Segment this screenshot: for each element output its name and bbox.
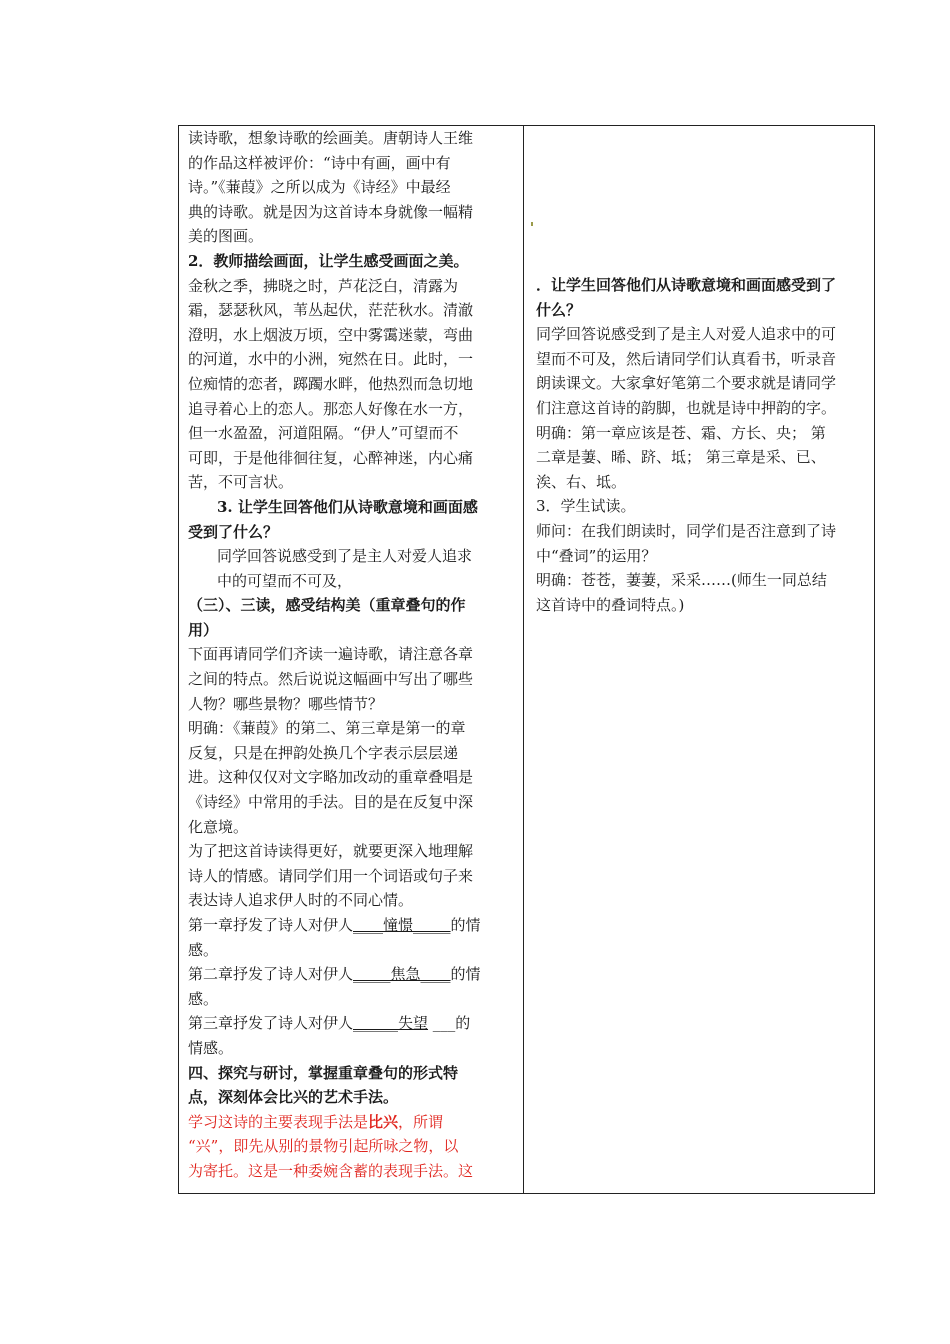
section4-heading: 四、探究与研讨，掌握重章叠句的形式特 (188, 1063, 459, 1082)
text-line: 朗读课文。大家拿好笔第二个要求就是请同学 (536, 374, 837, 393)
text-line: 进。这种仅仅对文字略加改动的重章叠唱是 (188, 768, 474, 787)
text-line: 反复，只是在押韵处换几个字表示层层递 (188, 743, 459, 762)
text-line: 《诗经》中常用的手法。目的是在反复中深 (188, 793, 474, 812)
left-column (188, 126, 518, 1184)
red-text-line (188, 1110, 518, 1135)
text-line: 的河道，水中的小洲，宛然在日。此时，一 (188, 350, 474, 369)
red-text-line: 为寄托。这是一种委婉含蓄的表现手法。这 (188, 1161, 474, 1180)
red-text: 学习这诗的主要表现手法是 (188, 1112, 369, 1131)
red-text: ，所谓 (398, 1112, 444, 1131)
section3-heading-cont: 用） (188, 620, 219, 639)
stray-mark (531, 222, 533, 226)
fill-answer: _____焦急____ (353, 965, 451, 984)
step2-heading: 2．教师描绘画面，让学生感受画面之美。 (188, 251, 469, 270)
text-line: 3．学生试读。 (536, 497, 636, 516)
text-line: 之间的特点。然后说说这幅画中写出了哪些 (188, 670, 474, 689)
right-column (536, 273, 871, 617)
column-divider (523, 126, 524, 1193)
text-line: 为了把这首诗读得更好，就要更深入地理解 (188, 842, 474, 861)
step3-heading: 3. 让学生回答他们从诗歌意境和画面感 (217, 497, 478, 516)
text-line: 但一水盈盈，河道阻隔。“伊人”可望而不 (188, 424, 459, 443)
text-line: 明确：《蒹葭》的第二、第三章是第一的章 (188, 719, 466, 738)
text-line: 明确：苍苍，萋萋，采采……(师生一同总结 (536, 571, 827, 590)
step2-paragraph (188, 274, 518, 495)
text-line: 追寻着心上的恋人。那恋人好像在水一方， (188, 399, 474, 418)
text-line: 二章是萋、晞、跻、坻； 第三章是采、已、 (536, 448, 826, 467)
fill-suffix: 的情 (450, 916, 481, 934)
step3-heading-cont: 受到了什么？ (188, 522, 279, 541)
text-line: 感。 (188, 989, 219, 1008)
fill-prefix: 第一章抒发了诗人对伊人 (188, 916, 354, 934)
text-line: 望而不可及，然后请同学们认真看书，听录音 (536, 349, 837, 368)
fill-prefix: 第二章抒发了诗人对伊人 (188, 965, 354, 984)
text-line: 涘、右、坻。 (536, 472, 627, 491)
question-heading-cont: 什么？ (536, 300, 582, 319)
text-line: 们注意这首诗的韵脚，也就是诗中押韵的字。 (536, 398, 837, 417)
text-line: 霜，瑟瑟秋风，苇丛起伏，茫茫秋水。清澈 (188, 301, 474, 320)
text-line: 这首诗中的叠词特点。) (536, 595, 685, 614)
text-line: 苦，不可言状。 (188, 473, 294, 492)
text-line: 化意境。 (188, 817, 249, 836)
text-line: 情感。 (188, 1038, 234, 1057)
fill-in-2 (188, 962, 518, 987)
text-line: 读诗歌，想象诗歌的绘画美。唐朝诗人王维 (188, 129, 474, 147)
fill-suffix: 的情 (450, 965, 481, 984)
text-line: 明确：第一章应该是苍、霜、方长、央； 第 (536, 423, 826, 442)
red-text-line: “兴”，即先从别的景物引起所咏之物，以 (188, 1137, 459, 1156)
text-line: 中的可望而不可及， (217, 571, 353, 590)
text-line: 同学回答说感受到了是主人对爱人追求中的可 (536, 325, 837, 344)
text-line: 位痴情的恋者，踯躅水畔，他热烈而急切地 (188, 374, 474, 393)
text-line: 典的诗歌。就是因为这首诗本身就像一幅精 (188, 202, 474, 221)
text-line: 师问：在我们朗读时，同学们是否注意到了诗 (536, 521, 837, 540)
fill-in-3 (188, 1011, 518, 1036)
text-line: 的作品这样被评价：“诗中有画，画中有 (188, 153, 451, 172)
red-bold-text: 比兴 (368, 1112, 399, 1131)
text-line: 表达诗人追求伊人时的不同心情。 (188, 891, 414, 910)
text-line: 诗人的情感。请同学们用一个词语或句子来 (188, 866, 474, 885)
fill-answer: ____憧憬_____ (353, 916, 451, 934)
section4-heading-cont: 点，深刻体会比兴的艺术手法。 (188, 1088, 399, 1107)
question-heading: ．让学生回答他们从诗歌意境和画面感受到了 (536, 276, 837, 294)
text-line: 可即，于是他徘徊往复，心醉神迷，内心痛 (188, 448, 474, 467)
fill-answer: ______失望 (353, 1014, 429, 1033)
text-line: 下面再请同学们齐读一遍诗歌，请注意各章 (188, 645, 474, 664)
section3-heading: （三）、三读，感受结构美（重章叠句的作 (188, 596, 466, 615)
text-line: 美的图画。 (188, 227, 264, 246)
text-line: 金秋之季，拂晓之时，芦花泛白，清露为 (188, 276, 459, 295)
text-line: 人物？哪些景物？哪些情节？ (188, 694, 384, 713)
text-line: 感。 (188, 940, 219, 959)
fill-in-1 (188, 913, 518, 938)
text-line: 同学回答说感受到了是主人对爱人追求 (217, 547, 473, 566)
text-line: 澄明，水上烟波万顷，空中雾霭迷蒙，弯曲 (188, 325, 474, 344)
lesson-table (178, 125, 875, 1194)
text-line: 诗。”《蒹葭》之所以成为《诗经》中最经 (188, 178, 451, 197)
section3-paragraph (188, 642, 518, 913)
text-line: 中“叠词”的运用？ (536, 546, 657, 565)
fill-suffix: ___的 (428, 1014, 471, 1033)
intro-paragraph (188, 126, 518, 249)
fill-prefix: 第三章抒发了诗人对伊人 (188, 1014, 354, 1033)
